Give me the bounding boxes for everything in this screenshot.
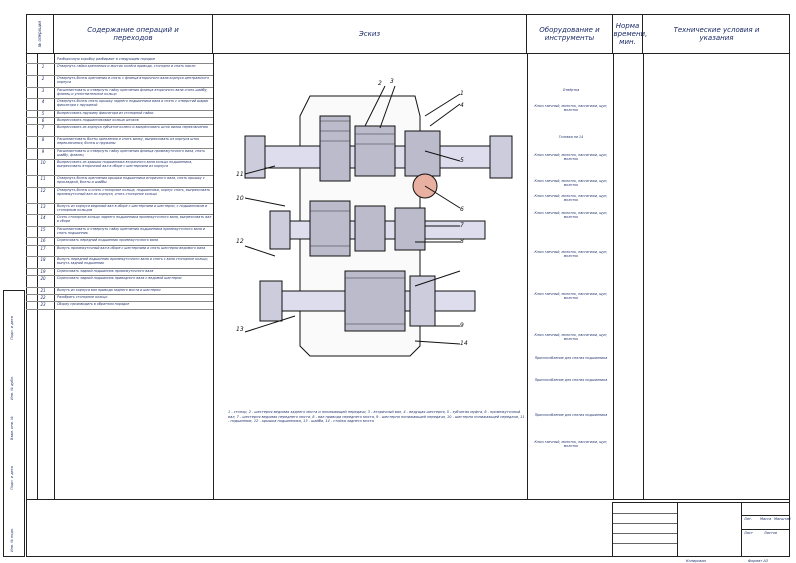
equipment-entry: Приспособление для снятия подшипника — [534, 378, 608, 382]
equipment-entry: Ключ гаечный, молоток, пассатижи, щуп, молоток — [534, 179, 608, 188]
divider — [54, 54, 55, 499]
callout-7: 7 — [460, 222, 464, 229]
operation-text: Сборку производить в обратном порядке — [57, 302, 130, 307]
operation-number: 10 — [40, 160, 46, 166]
operation-number: 19 — [40, 268, 46, 274]
left-strip-label: Инв. № дубл. — [10, 376, 14, 400]
callout-4: 4 — [460, 102, 464, 109]
equipment-entry: Ключ гаечный, молоток, пассатижи, щуп, молоток — [534, 292, 608, 301]
header-equipment — [527, 14, 613, 54]
tb-copied: Копировал — [686, 559, 706, 563]
header-operations — [54, 14, 213, 54]
operation-text: Спрессовать передний подшипник промежуточного вала — [57, 238, 158, 243]
header-sketch — [213, 14, 527, 54]
left-strip-label: Подп. и дата — [10, 466, 14, 490]
divider — [213, 54, 214, 499]
divider — [643, 54, 644, 499]
header-tech — [643, 14, 790, 54]
callout-13: 13 — [236, 326, 244, 333]
operation-text: Выпрессовать пружину фиксатора из стопорной гайки — [57, 110, 154, 115]
operation-number: 11 — [40, 176, 46, 181]
tb-lit: Лит. — [744, 517, 753, 521]
operation-text: Отвернуть болты снять крышку заднего подшипника вала и снять с отверстий шарик фиксатора с пружиной — [57, 99, 209, 108]
operation-number: 22 — [40, 295, 46, 300]
operation-number: 5 — [41, 110, 45, 116]
operation-number: 9 — [41, 148, 45, 154]
operation-number: 18 — [40, 257, 46, 263]
operation-number: 7 — [41, 125, 45, 131]
callout-3: 3 — [390, 78, 394, 85]
operation-text: Разборочную коробку разбирают в следующем порядке — [57, 57, 156, 61]
header-equipment-text: Оборудование и инструменты — [539, 25, 600, 42]
divider — [613, 543, 677, 544]
equipment-entry: Приспособление для снятия подшипника — [534, 356, 608, 360]
operation-text: Выпрессовать из корпуса зубчатое колесо и выпрессовать шток вилки переключения — [57, 125, 208, 130]
operation-number: 23 — [40, 302, 46, 308]
operation-number: 21 — [40, 287, 46, 293]
callout-9: 9 — [460, 322, 464, 329]
header-no-text: № операции — [36, 20, 42, 47]
header-no — [26, 14, 54, 54]
operation-number: 20 — [40, 276, 46, 282]
left-strip-label: Инв. № подл. — [10, 527, 14, 552]
operation-text: Выпрессовать из крышки подшипника вторичного вала кольцо подшипника, выпрессовать вторичный вал в сборе с шестернями из корпуса — [57, 160, 193, 169]
operation-number: 17 — [40, 245, 46, 251]
header-time-text: Норма времени, мин. — [613, 21, 648, 46]
header-time — [613, 14, 648, 54]
tb-format: Формат А3 — [748, 559, 768, 563]
divider — [741, 515, 789, 516]
operation-text: Вынуть передний подшипник промежуточного вала и снять с вала стопорное кольцо, вынуть задний подшипник — [57, 257, 209, 266]
divider — [26, 499, 790, 500]
operation-text: Снять стопорное кольцо заднего подшипника промежуточного вала, выпрессовать вал в сборе — [57, 215, 212, 224]
divider — [527, 54, 528, 499]
header-tech-text: Технические условия и указания — [673, 25, 760, 42]
left-strip — [3, 290, 25, 557]
operation-number: 14 — [40, 215, 46, 221]
tb-sheets: Листов — [764, 531, 778, 535]
title-block — [612, 502, 790, 557]
header-sketch-text: Эскиз — [358, 29, 381, 38]
operation-text: Вынуть промежуточный вал в сборе с шестернями и снять шестерни ведомого вала — [57, 245, 206, 250]
operation-number: 16 — [40, 238, 46, 244]
callout-8: 8 — [460, 238, 464, 245]
equipment-entry: Ключ гаечный, молоток, пассатижи, щуп, молоток — [534, 104, 608, 113]
operation-text: Отвернуть гайки крепления и мостик колёса привода, стопорно и снять масло — [57, 64, 196, 69]
callout-2: 2 — [378, 80, 382, 87]
equipment-entry: Приспособление для снятия подшипника — [534, 413, 608, 417]
divider — [613, 513, 677, 514]
operation-text: Отвернуть болты и снять стопорные кольца, подшипники, корпус снять, выпрессовать промежуточный вал из корпуса, снять стопорное кольцо — [57, 187, 211, 196]
divider — [613, 54, 614, 499]
operation-number: 4 — [41, 99, 45, 105]
callout-11: 11 — [236, 171, 244, 178]
divider — [741, 529, 789, 530]
operation-text: Вынуть из корпуса вал привода заднего моста и шестерни — [57, 287, 161, 292]
header-operations-text: Содержание операций и переходов — [87, 25, 179, 42]
row-divider — [26, 309, 213, 310]
divider — [613, 533, 677, 534]
equipment-entry: Ключ гаечный, молоток, пассатижи, щуп, молоток — [534, 211, 608, 220]
operation-text: Расшплинтовать болты крепления и снять вилку, выпрессовать из корпуса шток переключения, болты и пружины — [57, 136, 200, 146]
operation-number: 15 — [40, 226, 46, 232]
operation-text: Выпрессовать подшипниковые кольца штоков — [57, 118, 139, 122]
operation-text: Вынуть из корпуса ведомый вал в сборе с шестернями и шестерни, с подшипником и стопорным кольцом — [57, 203, 208, 212]
sketch-caption: 1 - стопор, 2 - шестерня ведомая заднего моста и понижающей передачи, 3 - вторичный вал, 4 - ведущая шестерня, 5 - зубчатая муфта, 6 - промежуточный вал, 7 - шестерня ведомая переднего моста, 8 - вал привода переднего моста, 9 - шестерня понижающей передачи, 10 - шестерня понижающей передачи, 11 - подшипник, 12 - крышка подшипника, 13 - шайба, 14 - стойка заднего моста — [228, 410, 525, 423]
equipment-entry: Отвёртка — [562, 88, 580, 92]
operation-text: Расшплинтовать и отвернуть гайку крепления фланца промежуточного вала, снять шайбу, фланец — [57, 148, 206, 157]
gearbox-sketch — [215, 56, 525, 406]
operation-number: 2 — [41, 75, 45, 81]
callout-1: 1 — [460, 90, 464, 97]
operation-text: Отвернуть болты крепления и снять с фланца вторичного вала корпуса центрального корпуса — [57, 75, 210, 85]
callout-5: 5 — [460, 157, 464, 164]
equipment-entry: Головка на 14 — [558, 135, 584, 139]
equipment-entry: Ключ гаечный, молоток, пассатижи, щуп, молоток — [534, 194, 608, 203]
operation-text: Расшплинтовать и отвернуть гайку крепления подшипника промежуточного вала и снять подшипник — [57, 226, 206, 235]
divider — [613, 523, 677, 524]
equipment-entry: Ключ гаечный, молоток, пассатижи, щуп, молоток — [534, 153, 608, 162]
callout-10: 10 — [236, 195, 244, 202]
operation-number: 13 — [40, 203, 46, 209]
operation-number: 3 — [41, 87, 45, 93]
operation-text: Отвернуть болты крепления крышки подшипника вторичного вала, снять крышку с прокладкой, болты и шайбы — [57, 176, 205, 185]
equipment-entry: Ключ гаечный, молоток, пассатижи, щуп, молоток — [534, 333, 608, 342]
operation-text: Разобрать стопорное кольцо — [57, 295, 108, 299]
operation-number: 1 — [41, 64, 45, 70]
operation-text: Спрессовать задний подшипник приводного вала с ведомой шестерни — [57, 276, 182, 281]
callout-12: 12 — [236, 238, 244, 245]
tb-mass: Масса — [760, 517, 772, 521]
operation-text: Расшплинтовать и отвернуть гайку крепления фланца вторичного вала снять шайбу, фланец и уплотнительное кольцо — [57, 87, 208, 96]
equipment-entry: Ключ гаечный, молоток, пассатижи, щуп, молоток — [534, 440, 608, 449]
operation-number: 6 — [41, 118, 45, 123]
left-strip-label: Подп. и дата — [10, 316, 14, 340]
tb-scale: Масштаб — [774, 517, 791, 521]
operation-number: 12 — [40, 187, 46, 193]
callout-14: 14 — [460, 340, 468, 347]
operation-number: 8 — [41, 136, 45, 142]
divider — [613, 503, 678, 556]
callout-6: 6 — [460, 206, 464, 213]
tb-sheet: Лист — [744, 531, 753, 535]
left-strip-label: Взам. инв. № — [10, 416, 14, 440]
equipment-entry: Ключ гаечный, молоток, пассатижи, щуп, молоток — [534, 250, 608, 259]
operation-text: Спрессовать задний подшипник промежуточного вала — [57, 268, 154, 273]
